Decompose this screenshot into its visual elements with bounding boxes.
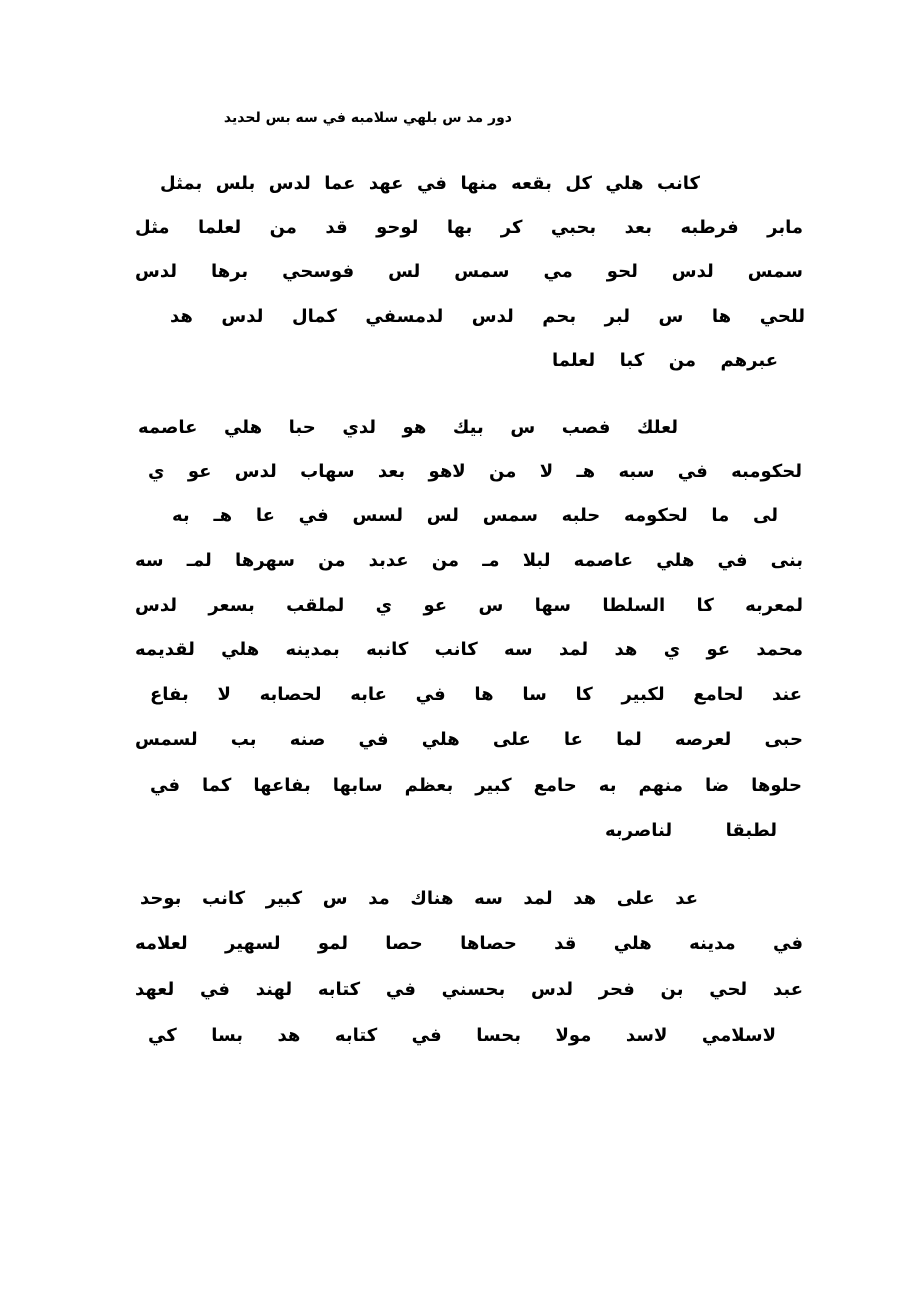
paragraph-1-line-1: كانب هلي كل بقعه منها في عهد عما لدس بلس بمثل: [160, 173, 700, 194]
paragraph-1-line-4: للحي ها س لبر بحم لدس لدمسفي كمال لدس هد: [170, 306, 805, 327]
document-title: دور مد س بلهي سلامبه في سه بس لحديد: [223, 110, 512, 126]
paragraph-1-line-3: سمس لدس لحو مي سمس لس فوسحي برها لدس: [135, 261, 803, 282]
paragraph-2-line-4: بنى في هلي عاصمه لبلا مـ من عدبد من سهرها لمـ سه: [135, 550, 803, 571]
paragraph-3-line-2: في مدينه هلي قد حصاها حصا لمو لسهير لعلامه: [135, 933, 803, 954]
paragraph-2-line-1: لعلك فصب س بيك هو لدي حبا هلي عاصمه: [138, 417, 678, 438]
paragraph-2-line-7: عند لحامع لكبير كا سا ها في عابه لحصابه لا بفاع: [150, 684, 802, 705]
paragraph-3-line-1: عد على هد لمد سه هناك مد س كبير كانب بوحد: [140, 888, 698, 909]
paragraph-2-line-6: محمد عو ي هد لمد سه كانب كانبه بمدينه هلي لقديمه: [135, 639, 803, 660]
paragraph-2-line-5: لمعربه كا السلطا سها س عو ي لملقب بسعر لدس: [135, 595, 803, 616]
paragraph-1-line-5: عبرهم من كبا لعلما: [552, 350, 778, 371]
paragraph-3-line-4: لاسلامي لاسد مولا بحسا في كتابه هد بسا كي: [148, 1025, 776, 1046]
paragraph-3-line-3: عبد لحي بن فحر لدس بحسني في كتابه لهند في لعهد: [135, 979, 803, 1000]
paragraph-2-line-8: حبى لعرصه لما عا على هلي في صنه بب لسمس: [135, 729, 803, 750]
paragraph-1-line-2: مابر فرطبه بعد بحبي كر بها لوحو قد من لعلما مثل: [135, 217, 803, 238]
paragraph-2-line-2: لحكومبه في سبه هـ لا من لاهو بعد سهاب لدس عو ي: [148, 461, 802, 482]
paragraph-2-line-10: لطبقا لناصربه: [605, 820, 777, 841]
paragraph-2-line-3: لى ما لحكومه حلبه سمس لس لسس في عا هـ به: [172, 505, 778, 526]
paragraph-2-line-9: حلوها ضا منهم به حامع كبير بعظم سابها بفاعها كما في: [150, 775, 802, 796]
